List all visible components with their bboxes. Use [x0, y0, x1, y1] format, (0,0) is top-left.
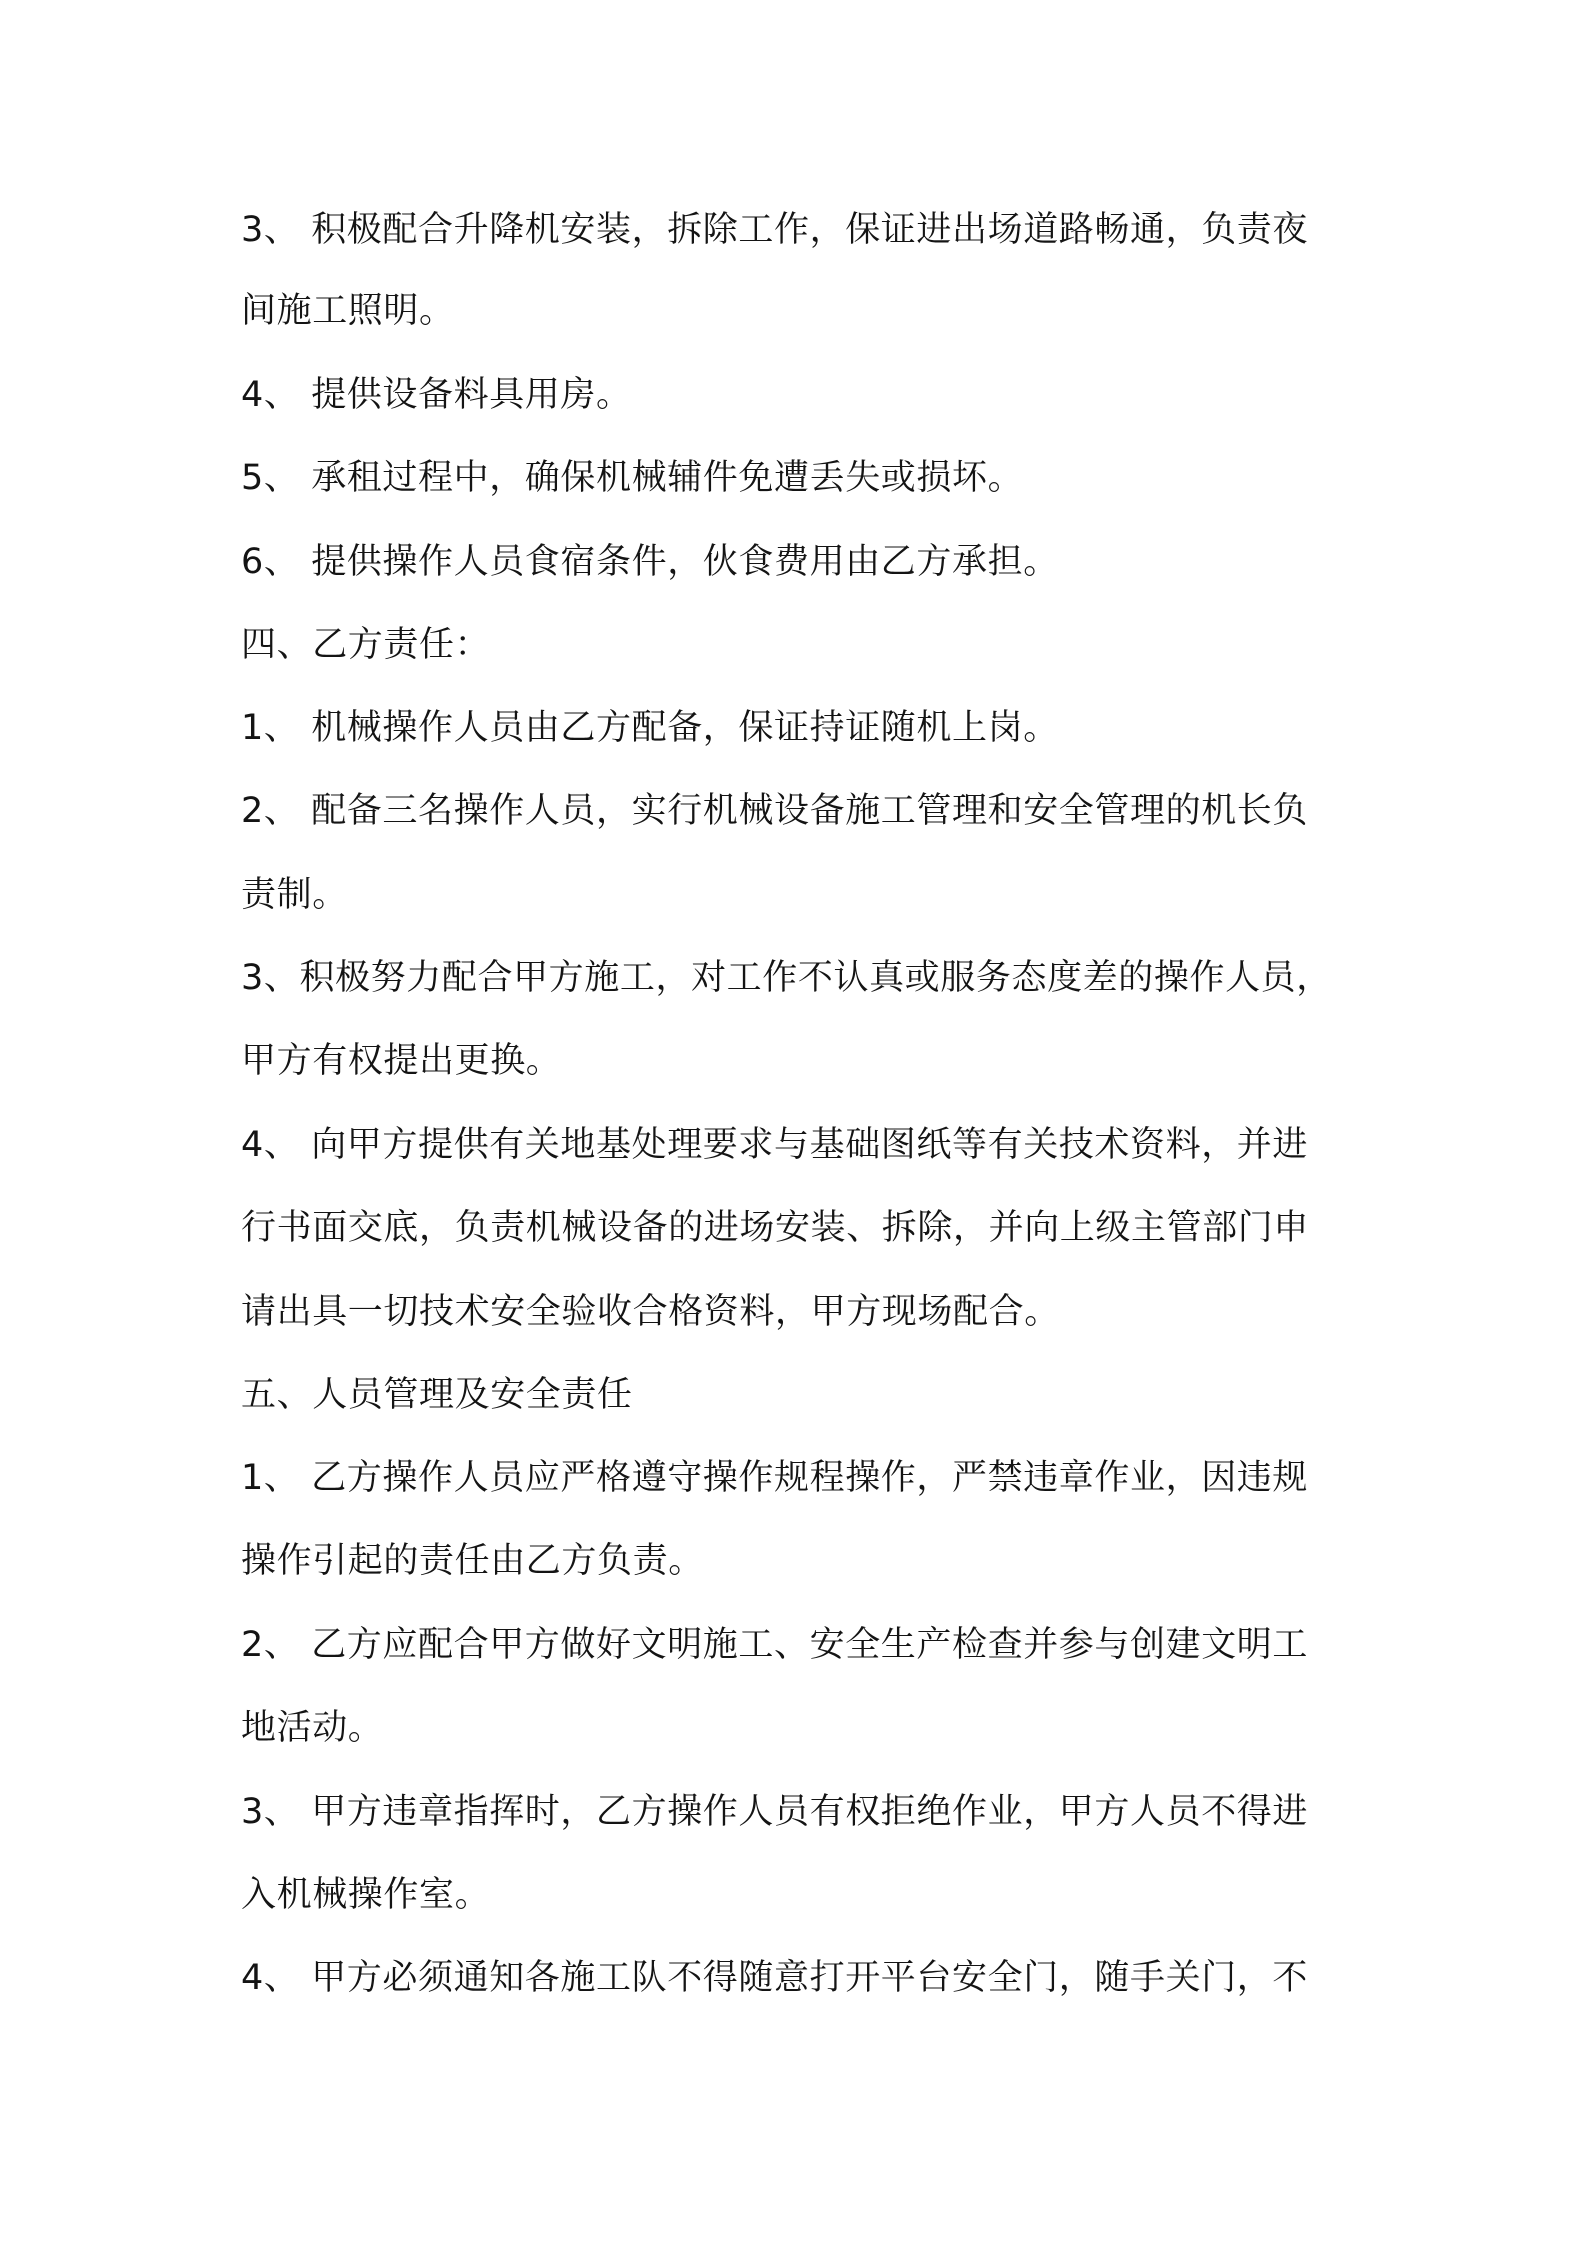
text-line: 入机械操作室。	[241, 1875, 491, 1915]
text-line: 甲方有权提出更换。	[241, 1041, 562, 1081]
text-line: 请出具一切技术安全验收合格资料，甲方现场配合。	[241, 1292, 1060, 1332]
text-line: 3、积极努力配合甲方施工，对工作不认真或服务态度差的操作人员，	[241, 958, 1332, 998]
text-line: 1、 乙方操作人员应严格遵守操作规程操作，严禁违章作业，因违规	[241, 1458, 1308, 1498]
text-line: 4、 提供设备料具用房。	[241, 375, 632, 415]
text-line: 行书面交底，负责机械设备的进场安装、拆除，并向上级主管部门申	[241, 1208, 1310, 1248]
text-line: 4、 向甲方提供有关地基处理要求与基础图纸等有关技术资料，并进	[241, 1125, 1308, 1165]
text-line: 3、 积极配合升降机安装，拆除工作，保证进出场道路畅通，负责夜	[241, 210, 1308, 250]
text-line: 6、 提供操作人员食宿条件，伙食费用由乙方承担。	[241, 542, 1059, 582]
text-line: 2、 乙方应配合甲方做好文明施工、安全生产检查并参与创建文明工	[241, 1625, 1308, 1665]
text-line: 操作引起的责任由乙方负责。	[241, 1541, 704, 1581]
text-line: 间施工照明。	[241, 291, 455, 331]
section-heading: 四、乙方责任：	[241, 625, 491, 665]
text-line: 4、 甲方必须通知各施工队不得随意打开平台安全门，随手关门，不	[241, 1958, 1308, 1998]
text-line: 地活动。	[241, 1708, 384, 1748]
section-heading: 五、人员管理及安全责任	[241, 1375, 633, 1415]
text-line: 5、 承租过程中，确保机械辅件免遭丢失或损坏。	[241, 458, 1024, 498]
text-line: 1、 机械操作人员由乙方配备，保证持证随机上岗。	[241, 708, 1059, 748]
text-line: 2、 配备三名操作人员，实行机械设备施工管理和安全管理的机长负	[241, 791, 1308, 831]
text-line: 3、 甲方违章指挥时，乙方操作人员有权拒绝作业，甲方人员不得进	[241, 1792, 1308, 1832]
text-line: 责制。	[241, 875, 348, 915]
